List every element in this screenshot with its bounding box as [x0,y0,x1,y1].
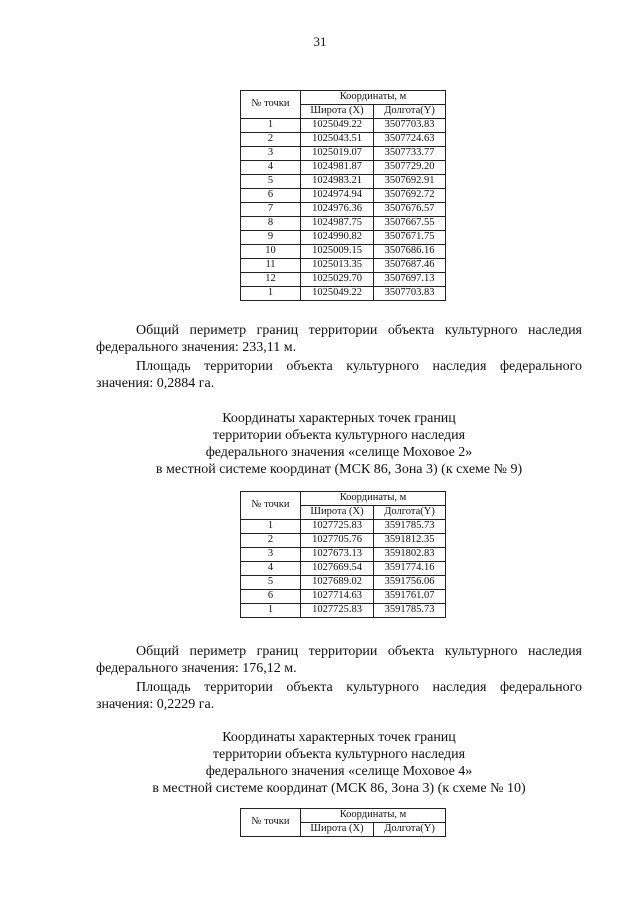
heading-line: в местной системе координат (МСК 86, Зона 3) (к схеме № 9) [155,462,523,477]
lat-cell: 1025049.22 [301,119,374,133]
point-no-cell: 3 [241,548,301,562]
lon-cell: 3507686.16 [374,245,446,259]
section-heading-3 [96,729,582,797]
point-no-cell: 1 [241,287,301,301]
table-row [241,245,446,259]
lon-cell: 3591761.07 [374,590,446,604]
header-lat: Широта (X) [301,823,374,837]
point-no-cell: 2 [241,133,301,147]
perimeter-text-2: Общий периметр границ территории объекта культурного наследия федерального значения: 176,12 м. [96,644,582,676]
lon-cell: 3507671.75 [374,231,446,245]
table-row [241,119,446,133]
lat-cell: 1027714.63 [301,590,374,604]
point-no-cell: 1 [241,604,301,618]
lat-cell: 1027669.54 [301,562,374,576]
point-no-cell: 5 [241,175,301,189]
header-lat: Широта (X) [301,105,374,119]
lat-cell: 1024990.82 [301,231,374,245]
lon-cell: 3507687.46 [374,259,446,273]
lat-cell: 1027689.02 [301,576,374,590]
lat-cell: 1025043.51 [301,133,374,147]
point-no-cell: 8 [241,217,301,231]
lat-cell: 1025013.35 [301,259,374,273]
heading-line: Координаты характерных точек границ [222,411,456,426]
coordinates-table-3 [240,808,446,837]
point-no-cell: 9 [241,231,301,245]
lon-cell: 3591812.35 [374,534,446,548]
lat-cell: 1024987.75 [301,217,374,231]
heading-line: в местной системе координат (МСК 86, Зона 3) (к схеме № 10) [152,781,526,796]
header-lat: Широта (X) [301,506,374,520]
table-row [241,576,446,590]
heading-line: территории объекта культурного наследия [212,428,466,443]
lon-cell: 3507692.72 [374,189,446,203]
table-row [241,203,446,217]
area-text-1: Площадь территории объекта культурного наследия федерального значения: 0,2884 га. [96,359,582,391]
point-no-cell: 11 [241,259,301,273]
lat-cell: 1027725.83 [301,604,374,618]
header-lon: Долгота(Y) [374,506,446,520]
point-no-cell: 1 [241,520,301,534]
point-no-cell: 4 [241,161,301,175]
table-row [241,273,446,287]
section-heading-2 [96,410,582,478]
lon-cell: 3507729.20 [374,161,446,175]
table-row [241,548,446,562]
lat-cell: 1025049.22 [301,287,374,301]
header-coords: Координаты, м [301,91,446,105]
lon-cell: 3591756.06 [374,576,446,590]
lat-cell: 1025029.70 [301,273,374,287]
lat-cell: 1024976.36 [301,203,374,217]
table-row [241,590,446,604]
header-point-no: № точки [241,809,301,837]
lat-cell: 1024983.21 [301,175,374,189]
header-lon: Долгота(Y) [374,823,446,837]
header-coords: Координаты, м [301,809,446,823]
lon-cell: 3591785.73 [374,604,446,618]
table-row [241,604,446,618]
page-number: 31 [313,34,327,49]
point-no-cell: 2 [241,534,301,548]
point-no-cell: 7 [241,203,301,217]
table-row [241,231,446,245]
point-no-cell: 1 [241,119,301,133]
header-point-no: № точки [241,492,301,520]
lon-cell: 3507703.83 [374,119,446,133]
table-row [241,175,446,189]
lat-cell: 1025009.15 [301,245,374,259]
table-row [241,161,446,175]
point-no-cell: 6 [241,189,301,203]
lon-cell: 3507733.77 [374,147,446,161]
header-lon: Долгота(Y) [374,105,446,119]
header-coords: Координаты, м [301,492,446,506]
heading-line: территории объекта культурного наследия [212,747,466,762]
table-row [241,189,446,203]
heading-line: федерального значения «селище Моховое 4» [205,764,473,779]
area-text-2: Площадь территории объекта культурного наследия федерального значения: 0,2229 га. [96,680,582,712]
table-row [241,534,446,548]
heading-line: федерального значения «селище Моховое 2» [205,445,473,460]
point-no-cell: 4 [241,562,301,576]
table-row [241,520,446,534]
lon-cell: 3507697.13 [374,273,446,287]
table-row [241,287,446,301]
header-point-no: № точки [241,91,301,119]
lat-cell: 1024974.94 [301,189,374,203]
point-no-cell: 3 [241,147,301,161]
coordinates-table-1 [240,90,446,301]
lon-cell: 3591774.16 [374,562,446,576]
lat-cell: 1025019.07 [301,147,374,161]
table-row [241,133,446,147]
lon-cell: 3591785.73 [374,520,446,534]
lon-cell: 3507703.83 [374,287,446,301]
perimeter-text-1: Общий периметр границ территории объекта культурного наследия федерального значения: 233,11 м. [96,323,582,355]
lon-cell: 3507676.57 [374,203,446,217]
lat-cell: 1027673.13 [301,548,374,562]
table-row [241,147,446,161]
lat-cell: 1027705.76 [301,534,374,548]
lon-cell: 3507692.91 [374,175,446,189]
lon-cell: 3507724.63 [374,133,446,147]
lon-cell: 3507667.55 [374,217,446,231]
lat-cell: 1024981.87 [301,161,374,175]
point-no-cell: 6 [241,590,301,604]
table-header-row [241,91,446,105]
point-no-cell: 10 [241,245,301,259]
lon-cell: 3591802.83 [374,548,446,562]
coordinates-table-2 [240,491,446,618]
table-row [241,259,446,273]
table-header-row [241,492,446,506]
point-no-cell: 5 [241,576,301,590]
table-row [241,217,446,231]
heading-line: Координаты характерных точек границ [222,730,456,745]
table-header-row [241,809,446,823]
point-no-cell: 12 [241,273,301,287]
table-row [241,562,446,576]
lat-cell: 1027725.83 [301,520,374,534]
